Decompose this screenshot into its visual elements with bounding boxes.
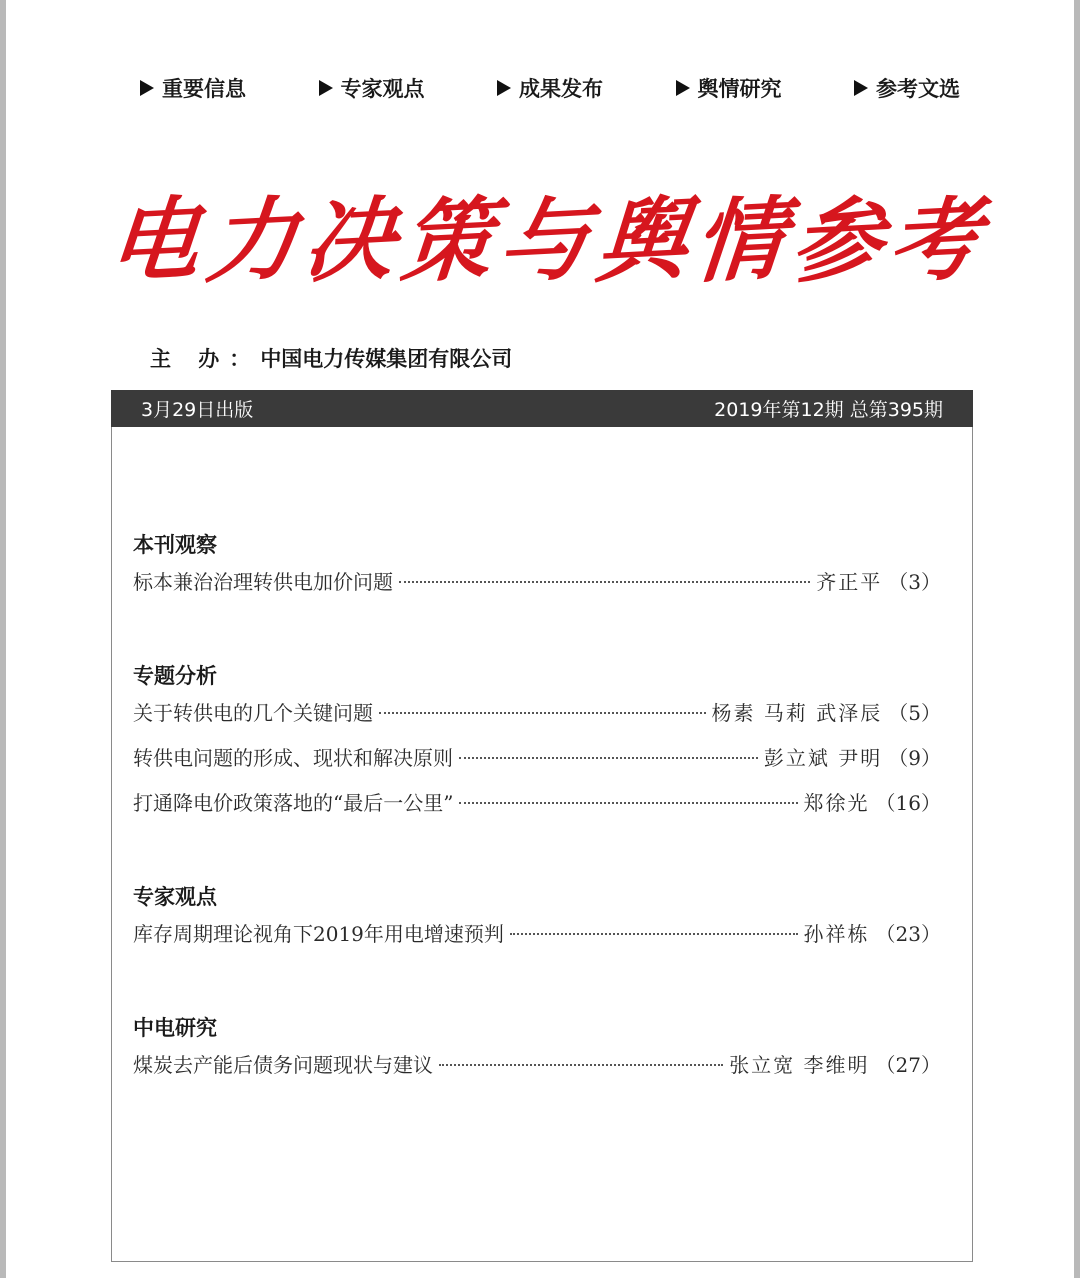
- masthead-char: 电: [104, 185, 205, 297]
- toc-entry-author: 张立宽 李维明: [729, 1053, 870, 1077]
- masthead-title: [104, 168, 985, 298]
- masthead-char: 策: [396, 185, 497, 297]
- toc-entry[interactable]: [133, 1043, 941, 1088]
- dot-leader: [459, 757, 758, 759]
- masthead-char: 情: [689, 185, 790, 297]
- toc-entry-author: 杨素 马莉 武泽辰: [711, 701, 883, 725]
- nav-item-results[interactable]: [497, 73, 603, 103]
- toc-entry-title: 打通降电价政策落地的“最后一公里”: [133, 791, 454, 815]
- toc-entry-page: （16）: [875, 791, 941, 815]
- toc-entry-page: （23）: [875, 922, 941, 946]
- nav-item-reference-articles[interactable]: [854, 73, 960, 103]
- masthead-char: 舆: [591, 185, 692, 297]
- issue-number: 2019年第12期 总第395期: [714, 399, 943, 421]
- play-arrow-icon: [319, 80, 333, 96]
- issue-bar: [111, 390, 973, 427]
- masthead-char: 力: [201, 185, 302, 297]
- page-left-border: [0, 0, 6, 1278]
- dot-leader: [510, 933, 798, 935]
- play-arrow-icon: [854, 80, 868, 96]
- toc-entry[interactable]: [133, 560, 941, 605]
- masthead-char: 参: [786, 185, 887, 297]
- toc-entry[interactable]: [133, 691, 941, 736]
- toc-section: [133, 530, 941, 605]
- masthead-char: 与: [494, 185, 595, 297]
- toc-entry-author: 郑徐光: [803, 791, 870, 815]
- toc-entry-author: 彭立斌 尹明: [763, 746, 883, 770]
- toc-entry-page: （9）: [888, 746, 941, 770]
- toc-entry-page: （3）: [888, 570, 941, 594]
- toc-entry-page: （27）: [875, 1053, 941, 1077]
- toc-entry[interactable]: [133, 736, 941, 781]
- issue-date: 3月29日出版: [141, 399, 254, 421]
- nav-item-expert-views[interactable]: [319, 73, 425, 103]
- dot-leader: [379, 712, 706, 714]
- toc-entry[interactable]: [133, 912, 941, 957]
- section-title: 专家观点: [133, 885, 217, 909]
- nav-item-label: 专家观点: [340, 77, 425, 101]
- toc-entry-title: 转供电问题的形成、现状和解决原则: [133, 746, 453, 770]
- nav-item-important-info[interactable]: [140, 73, 246, 103]
- toc-section: [133, 661, 941, 826]
- toc-entry-title: 煤炭去产能后债务问题现状与建议: [133, 1053, 433, 1077]
- masthead-char: 考: [884, 185, 985, 297]
- dot-leader: [439, 1064, 723, 1066]
- toc-entry[interactable]: [133, 781, 941, 826]
- section-title: 中电研究: [133, 1016, 217, 1040]
- nav-item-label: 成果发布: [519, 77, 603, 101]
- toc-section: [133, 882, 941, 957]
- toc-entry-author: 齐正平: [816, 570, 883, 594]
- nav-item-label: 舆情研究: [697, 77, 782, 101]
- toc-entry-title: 标本兼治治理转供电加价问题: [133, 570, 393, 594]
- masthead-char: 决: [299, 185, 400, 297]
- sponsor-line: [150, 343, 512, 373]
- toc-section: [133, 1013, 941, 1088]
- nav-item-label: 重要信息: [162, 77, 246, 101]
- nav-item-label: 参考文选: [876, 77, 960, 101]
- nav-item-public-opinion[interactable]: [676, 73, 782, 103]
- sponsor-label: 主 办：: [150, 347, 261, 371]
- top-nav: [140, 70, 960, 106]
- sponsor-name: 中国电力传媒集团有限公司: [260, 347, 513, 371]
- page-right-border: [1074, 0, 1080, 1278]
- toc-entry-page: （5）: [888, 701, 941, 725]
- toc-entry-title: 关于转供电的几个关键问题: [133, 701, 373, 725]
- dot-leader: [459, 802, 797, 804]
- section-title: 专题分析: [133, 664, 217, 688]
- toc-entry-author: 孙祥栋: [803, 922, 870, 946]
- play-arrow-icon: [140, 80, 154, 96]
- section-title: 本刊观察: [133, 533, 217, 557]
- dot-leader: [399, 581, 810, 583]
- toc-entry-title: 库存周期理论视角下2019年用电增速预判: [133, 922, 504, 946]
- play-arrow-icon: [676, 80, 690, 96]
- play-arrow-icon: [497, 80, 511, 96]
